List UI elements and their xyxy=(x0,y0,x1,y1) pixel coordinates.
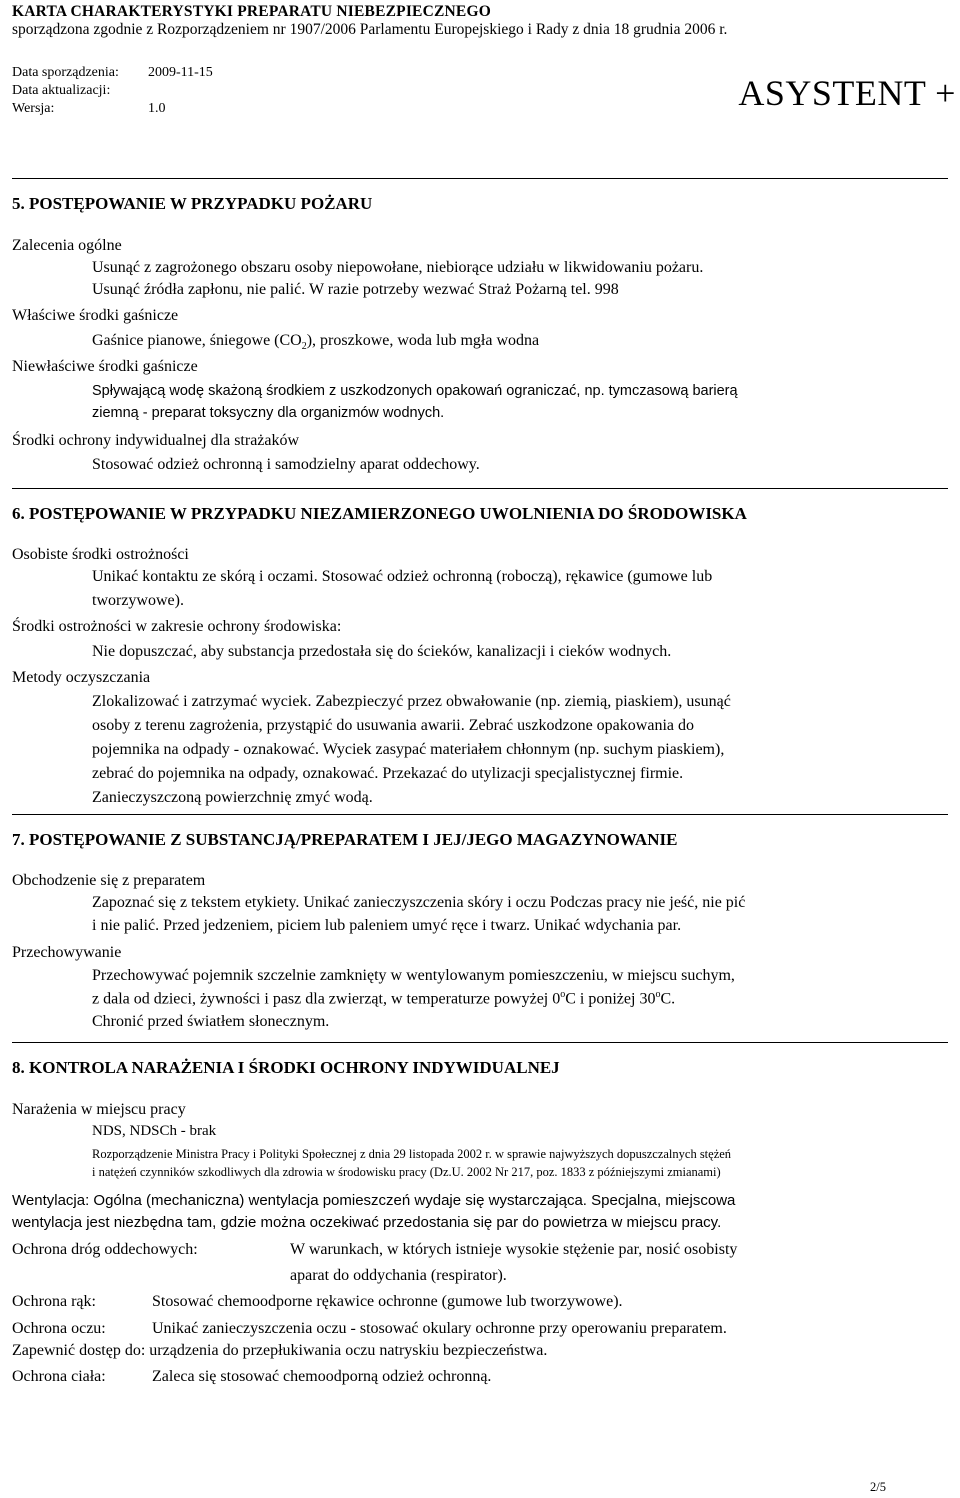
environmental-precautions-label: Środki ostrożności w zakresie ochrony środowiska: xyxy=(12,618,342,635)
section-8-heading: 8. KONTROLA NARAŻENIA I ŚRODKI OCHRONY INDYWIDUALNEJ xyxy=(12,1058,560,1077)
ventilation-text: wentylacja jest niezbędna tam, gdzie można oczekiwać przedostania się par do powietrza w miejscu pracy. xyxy=(12,1214,722,1231)
firefighter-ppe-text: Stosować odzież ochronną i samodzielny aparat oddechowy. xyxy=(92,456,480,473)
proper-media-label: Właściwe środki gaśnicze xyxy=(12,307,179,324)
exposure-limits: NDS, NDSCh - brak xyxy=(92,1123,217,1139)
personal-precautions-text: tworzywowe). xyxy=(92,592,184,609)
version-value: 1.0 xyxy=(148,101,166,116)
environmental-precautions-text: Nie dopuszczać, aby substancja przedostała się do ścieków, kanalizacji i cieków wodnych. xyxy=(92,643,672,660)
page-number: 2/5 xyxy=(870,1480,886,1494)
hand-protection-label: Ochrona rąk: xyxy=(12,1293,96,1310)
product-name: ASYSTENT + xyxy=(738,73,956,113)
respiratory-protection-text: aparat do oddychania (respirator). xyxy=(290,1267,507,1284)
eye-protection-text: Unikać zanieczyszczenia oczu - stosować okulary ochronne przy operowaniu preparatem. xyxy=(152,1320,727,1337)
improper-media-label: Niewłaściwe środki gaśnicze xyxy=(12,358,198,375)
workplace-exposure-label: Narażenia w miejscu pracy xyxy=(12,1101,186,1118)
cleanup-text-line: Zanieczyszczoną powierzchnię zmyć wodą. xyxy=(92,789,373,806)
version-label: Wersja: xyxy=(12,101,55,116)
handling-text: Zapoznać się z tekstem etykiety. Unikać zanieczyszczenia skóry i oczu Podczas pracy nie jeść, nie pić xyxy=(92,894,746,911)
section-divider xyxy=(12,488,948,489)
section-divider xyxy=(12,814,948,815)
document-title: KARTA CHARAKTERYSTYKI PREPARATU NIEBEZPIECZNEGO xyxy=(12,3,491,20)
section-7-heading: 7. POSTĘPOWANIE Z SUBSTANCJĄ/PREPARATEM I JEJ/JEGO MAGAZYNOWANIE xyxy=(12,830,678,849)
storage-text: Chronić przed światłem słonecznym. xyxy=(92,1013,330,1030)
handling-label: Obchodzenie się z preparatem xyxy=(12,872,206,889)
created-label: Data sporządzenia: xyxy=(12,65,119,80)
document-subtitle: sporządzona zgodnie z Rozporządzeniem nr 1907/2006 Parlamentu Europejskiego i Rady z dnia 18 grudnia 2006 r. xyxy=(12,21,728,38)
firefighter-ppe-label: Środki ochrony indywidualnej dla strażaków xyxy=(12,432,300,449)
general-recommendations-label: Zalecenia ogólne xyxy=(12,237,122,254)
proper-media-text: Gaśnice pianowe, śniegowe $(CO_2)$, proszkowe, woda lub mgła wodna xyxy=(92,332,540,353)
section-divider xyxy=(12,178,948,179)
storage-label: Przechowywanie xyxy=(12,944,122,961)
ventilation-text: Wentylacja: Ogólna (mechaniczna) wentylacja pomieszczeń wydaje się wystarczająca. Specjalna, miejscowa xyxy=(12,1192,736,1209)
eyewash-text: Zapewnić dostęp do: urządzenia do przepłukiwania oczu natryskiu bezpieczeństwa. xyxy=(12,1342,548,1359)
cleanup-text-line: osoby z terenu zagrożenia, przystąpić do usuwania awarii. Zebrać uszkodzone opakowania do xyxy=(92,717,694,734)
section-6-heading: 6. POSTĘPOWANIE W PRZYPADKU NIEZAMIERZONEGO UWOLNIENIA DO ŚRODOWISKA xyxy=(12,504,747,523)
respiratory-protection-text: W warunkach, w których istnieje wysokie stężenie par, nosić osobisty xyxy=(290,1241,738,1258)
created-value: 2009-11-15 xyxy=(148,65,213,80)
cleanup-text-line: Zlokalizować i zatrzymać wyciek. Zabezpieczyć przez obwałowanie (np. ziemią, piaskiem), usunąć xyxy=(92,693,731,710)
section-5-heading: 5. POSTĘPOWANIE W PRZYPADKU POŻARU xyxy=(12,194,373,213)
body-protection-text: Zaleca się stosować chemoodporną odzież ochronną. xyxy=(152,1368,492,1385)
updated-label: Data aktualizacji: xyxy=(12,83,111,98)
improper-media-text: Spływającą wodę skażoną środkiem z uszkodzonych opakowań ograniczać, np. tymczasową barierą xyxy=(92,383,738,399)
personal-precautions-label: Osobiste środki ostrożności xyxy=(12,546,189,563)
improper-media-text: ziemną - preparat toksyczny dla organizmów wodnych. xyxy=(92,405,445,421)
cleanup-methods-label: Metody oczyszczania xyxy=(12,669,151,686)
respiratory-protection-label: Ochrona dróg oddechowych: xyxy=(12,1241,198,1258)
personal-precautions-text: Unikać kontaktu ze skórą i oczami. Stosować odzież ochronną (roboczą), rękawice (gumowe lub xyxy=(92,568,713,585)
storage-text: z dala od dzieci, żywności i pasz dla zwierząt, w temperaturze powyżej 0$^o$C i poniżej 30$^o$C. xyxy=(92,989,676,1008)
eye-protection-label: Ochrona oczu: xyxy=(12,1320,106,1337)
general-text-line: Usunąć z zagrożonego obszaru osoby niepowołane, niebiorące udziału w likwidowaniu pożaru. xyxy=(92,259,704,276)
regulation-reference: Rozporządzenie Ministra Pracy i Polityki Społecznej z dnia 29 listopada 2002 r. w sprawie najwyższych dopuszczalnych stężeń xyxy=(92,1147,732,1161)
cleanup-text-line: pojemnika na odpady - oznakować. Wyciek zasypać materiałem chłonnym (np. suchym piaskiem), xyxy=(92,741,725,758)
general-text-line: Usunąć źródła zapłonu, nie palić. W razie potrzeby wezwać Straż Pożarną tel. 998 xyxy=(92,281,619,298)
section-divider xyxy=(12,1042,948,1043)
cleanup-text-line: zebrać do pojemnika na odpady, oznakować. Przekazać do utylizacji specjalistycznej firmie. xyxy=(92,765,684,782)
regulation-reference: i natężeń czynników szkodliwych dla zdrowia w środowisku pracy (Dz.U. 2002 Nr 217, poz. 1833 z późniejszymi zmianami) xyxy=(92,1165,721,1179)
handling-text: i nie palić. Przed jedzeniem, piciem lub paleniem umyć ręce i twarz. Unikać wdychania par. xyxy=(92,917,682,934)
hand-protection-text: Stosować chemoodporne rękawice ochronne (gumowe lub tworzywowe). xyxy=(152,1293,623,1310)
body-protection-label: Ochrona ciała: xyxy=(12,1368,106,1385)
storage-text: Przechowywać pojemnik szczelnie zamknięty w wentylowanym pomieszczeniu, w miejscu suchym, xyxy=(92,967,735,984)
